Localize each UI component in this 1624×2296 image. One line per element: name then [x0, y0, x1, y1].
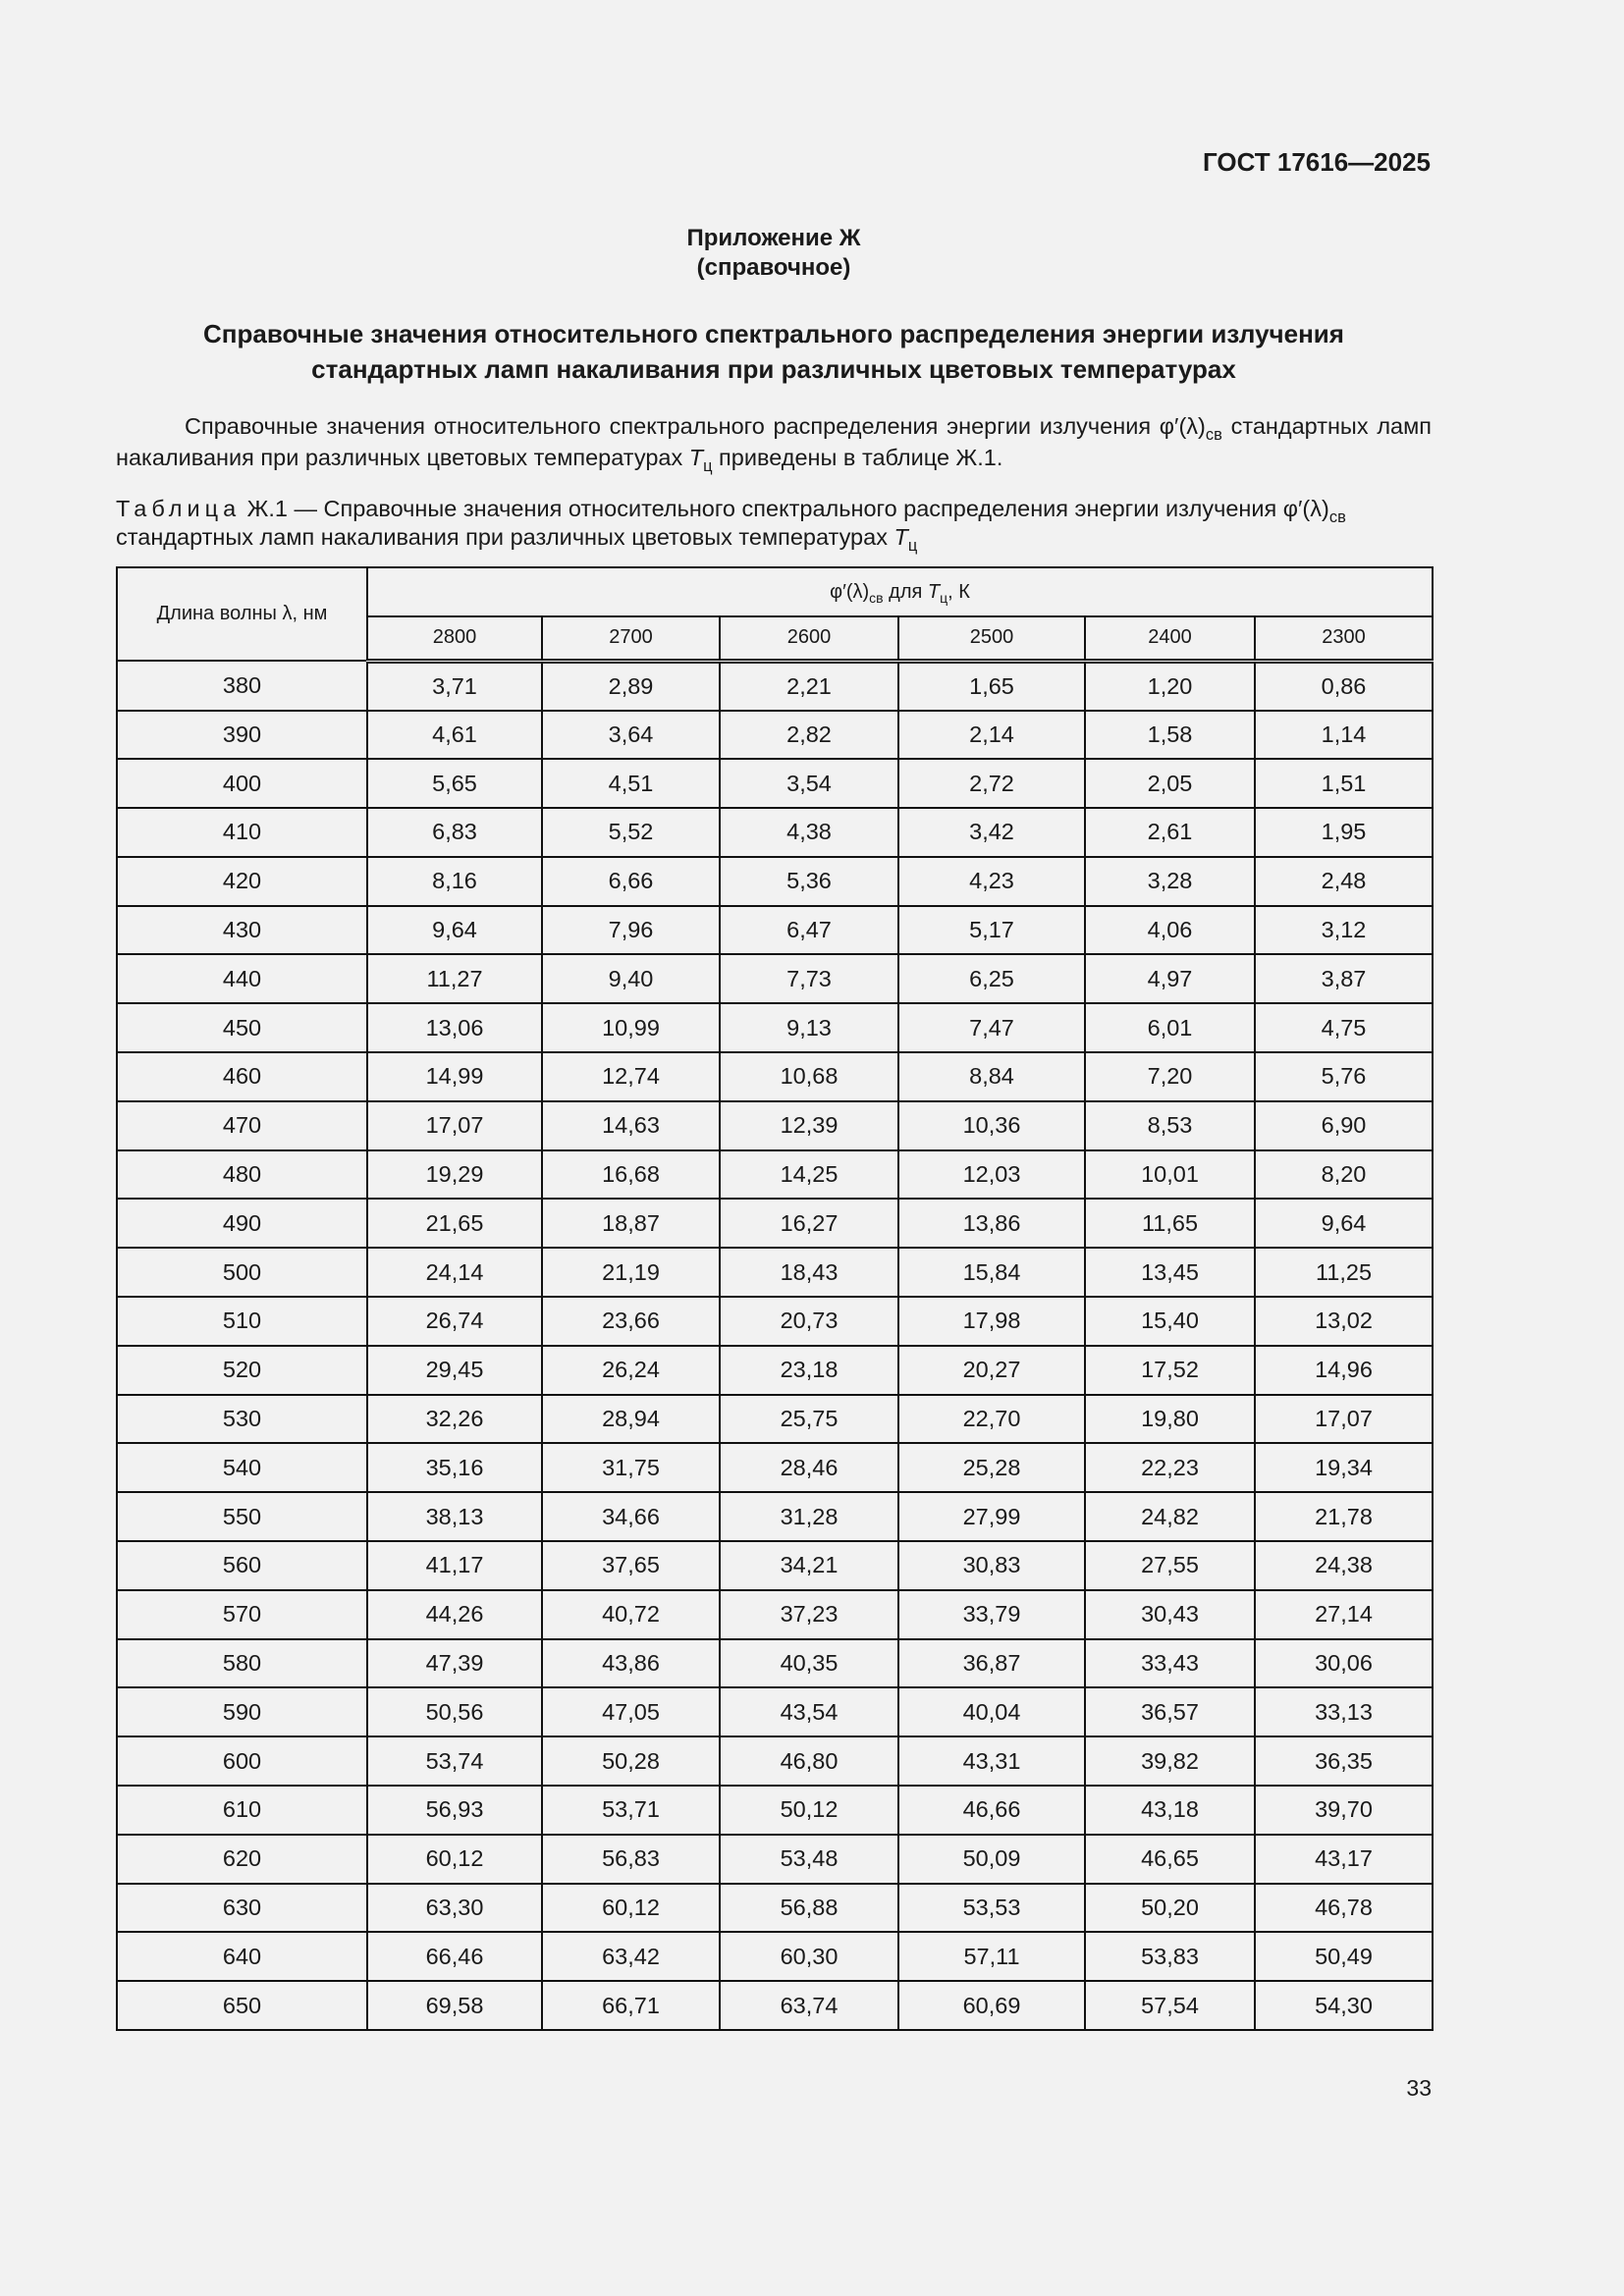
group-header-subscript-1: св	[869, 589, 884, 606]
wavelength-cell: 480	[117, 1150, 367, 1200]
value-cell: 25,28	[898, 1443, 1085, 1492]
wavelength-cell: 650	[117, 1981, 367, 2030]
table-row	[117, 1932, 1433, 1981]
value-cell: 1,20	[1085, 661, 1255, 711]
value-cell: 57,54	[1085, 1981, 1255, 2030]
value-cell: 1,95	[1255, 808, 1433, 857]
wavelength-cell: 490	[117, 1199, 367, 1248]
value-cell: 50,20	[1085, 1884, 1255, 1933]
value-cell: 3,12	[1255, 906, 1433, 955]
value-cell: 13,06	[367, 1003, 542, 1052]
value-cell: 50,12	[720, 1786, 898, 1835]
wavelength-cell: 610	[117, 1786, 367, 1835]
value-cell: 57,11	[898, 1932, 1085, 1981]
wavelength-cell: 640	[117, 1932, 367, 1981]
table-row	[117, 1003, 1433, 1052]
wavelength-header: Длина волны λ, нм	[117, 567, 367, 661]
value-cell: 34,21	[720, 1541, 898, 1590]
value-cell: 14,96	[1255, 1346, 1433, 1395]
value-cell: 1,14	[1255, 711, 1433, 760]
value-cell: 6,01	[1085, 1003, 1255, 1052]
intro-subscript-2: ц	[703, 456, 713, 475]
value-cell: 34,66	[542, 1492, 720, 1541]
wavelength-cell: 620	[117, 1835, 367, 1884]
value-cell: 3,42	[898, 808, 1085, 857]
wavelength-cell: 460	[117, 1052, 367, 1101]
value-cell: 21,19	[542, 1248, 720, 1297]
value-cell: 28,46	[720, 1443, 898, 1492]
value-cell: 23,18	[720, 1346, 898, 1395]
title-line-1: Справочные значения относительного спектрального распределения энергии излучения	[203, 319, 1344, 348]
value-cell: 37,65	[542, 1541, 720, 1590]
value-cell: 10,68	[720, 1052, 898, 1101]
temperature-group-header	[367, 567, 1433, 616]
value-cell: 40,35	[720, 1639, 898, 1688]
wavelength-cell: 540	[117, 1443, 367, 1492]
wavelength-cell: 630	[117, 1884, 367, 1933]
table-caption	[116, 495, 1432, 555]
value-cell: 43,17	[1255, 1835, 1433, 1884]
value-cell: 24,82	[1085, 1492, 1255, 1541]
value-cell: 0,86	[1255, 661, 1433, 711]
wavelength-cell: 430	[117, 906, 367, 955]
temperature-header-2600: 2600	[720, 616, 898, 661]
table-row	[117, 711, 1433, 760]
wavelength-cell: 440	[117, 954, 367, 1003]
table-row	[117, 1346, 1433, 1395]
wavelength-cell: 470	[117, 1101, 367, 1150]
table-row	[117, 1981, 1433, 2030]
value-cell: 9,64	[1255, 1199, 1433, 1248]
wavelength-cell: 390	[117, 711, 367, 760]
table-row	[117, 1639, 1433, 1688]
title-line-2: стандартных ламп накаливания при различных цветовых температурах	[311, 354, 1236, 384]
value-cell: 35,16	[367, 1443, 542, 1492]
value-cell: 43,18	[1085, 1786, 1255, 1835]
value-cell: 17,98	[898, 1297, 1085, 1346]
value-cell: 39,70	[1255, 1786, 1433, 1835]
value-cell: 1,58	[1085, 711, 1255, 760]
table-row	[117, 1297, 1433, 1346]
value-cell: 40,04	[898, 1687, 1085, 1736]
intro-paragraph	[116, 410, 1432, 473]
value-cell: 46,78	[1255, 1884, 1433, 1933]
value-cell: 5,36	[720, 857, 898, 906]
value-cell: 13,86	[898, 1199, 1085, 1248]
appendix-status: (справочное)	[696, 254, 851, 281]
value-cell: 4,75	[1255, 1003, 1433, 1052]
value-cell: 20,73	[720, 1297, 898, 1346]
value-cell: 2,05	[1085, 759, 1255, 808]
value-cell: 2,14	[898, 711, 1085, 760]
value-cell: 60,30	[720, 1932, 898, 1981]
value-cell: 36,87	[898, 1639, 1085, 1688]
value-cell: 22,23	[1085, 1443, 1255, 1492]
value-cell: 4,97	[1085, 954, 1255, 1003]
page-number: 33	[1406, 2075, 1432, 2101]
intro-text-3: приведены в таблице Ж.1.	[712, 445, 1003, 470]
value-cell: 8,53	[1085, 1101, 1255, 1150]
value-cell: 46,65	[1085, 1835, 1255, 1884]
wavelength-cell: 380	[117, 661, 367, 711]
value-cell: 6,47	[720, 906, 898, 955]
table-row	[117, 808, 1433, 857]
value-cell: 47,05	[542, 1687, 720, 1736]
temperature-header-2400: 2400	[1085, 616, 1255, 661]
caption-subscript-1: св	[1328, 507, 1346, 526]
value-cell: 14,99	[367, 1052, 542, 1101]
group-header-variable: T	[927, 580, 941, 603]
value-cell: 26,24	[542, 1346, 720, 1395]
value-cell: 33,13	[1255, 1687, 1433, 1736]
table-row	[117, 857, 1433, 906]
value-cell: 4,51	[542, 759, 720, 808]
table-row	[117, 1541, 1433, 1590]
value-cell: 2,48	[1255, 857, 1433, 906]
value-cell: 27,14	[1255, 1590, 1433, 1639]
group-header-text-2: для	[883, 580, 928, 603]
value-cell: 33,43	[1085, 1639, 1255, 1688]
value-cell: 14,25	[720, 1150, 898, 1200]
value-cell: 9,13	[720, 1003, 898, 1052]
wavelength-cell: 450	[117, 1003, 367, 1052]
value-cell: 12,03	[898, 1150, 1085, 1200]
value-cell: 22,70	[898, 1395, 1085, 1444]
value-cell: 32,26	[367, 1395, 542, 1444]
wavelength-cell: 510	[117, 1297, 367, 1346]
value-cell: 53,83	[1085, 1932, 1255, 1981]
value-cell: 2,72	[898, 759, 1085, 808]
intro-subscript-1: св	[1205, 425, 1222, 444]
value-cell: 43,54	[720, 1687, 898, 1736]
wavelength-cell: 570	[117, 1590, 367, 1639]
value-cell: 15,40	[1085, 1297, 1255, 1346]
value-cell: 26,74	[367, 1297, 542, 1346]
value-cell: 5,76	[1255, 1052, 1433, 1101]
table-row	[117, 1590, 1433, 1639]
value-cell: 2,89	[542, 661, 720, 711]
value-cell: 38,13	[367, 1492, 542, 1541]
value-cell: 11,27	[367, 954, 542, 1003]
spectral-distribution-table	[116, 566, 1434, 2031]
value-cell: 46,66	[898, 1786, 1085, 1835]
value-cell: 3,64	[542, 711, 720, 760]
group-header-text-3: , К	[947, 580, 970, 603]
value-cell: 13,02	[1255, 1297, 1433, 1346]
value-cell: 43,86	[542, 1639, 720, 1688]
value-cell: 30,06	[1255, 1639, 1433, 1688]
value-cell: 56,88	[720, 1884, 898, 1933]
value-cell: 31,75	[542, 1443, 720, 1492]
temperature-header-2500: 2500	[898, 616, 1085, 661]
value-cell: 25,75	[720, 1395, 898, 1444]
value-cell: 1,51	[1255, 759, 1433, 808]
value-cell: 19,29	[367, 1150, 542, 1200]
value-cell: 56,93	[367, 1786, 542, 1835]
value-cell: 7,47	[898, 1003, 1085, 1052]
document-title	[116, 316, 1432, 387]
value-cell: 7,20	[1085, 1052, 1255, 1101]
value-cell: 17,52	[1085, 1346, 1255, 1395]
table-row	[117, 759, 1433, 808]
value-cell: 5,65	[367, 759, 542, 808]
intro-variable: T	[688, 445, 704, 470]
caption-text-2: стандартных ламп накаливания при различных цветовых температурах	[116, 524, 894, 550]
value-cell: 18,43	[720, 1248, 898, 1297]
value-cell: 23,66	[542, 1297, 720, 1346]
wavelength-cell: 590	[117, 1687, 367, 1736]
value-cell: 6,25	[898, 954, 1085, 1003]
value-cell: 6,90	[1255, 1101, 1433, 1150]
wavelength-cell: 520	[117, 1346, 367, 1395]
intro-text-2: стандартных ламп накаливания при различных цветовых температурах	[116, 413, 1432, 470]
value-cell: 2,82	[720, 711, 898, 760]
value-cell: 18,87	[542, 1199, 720, 1248]
value-cell: 4,61	[367, 711, 542, 760]
value-cell: 69,58	[367, 1981, 542, 2030]
value-cell: 13,45	[1085, 1248, 1255, 1297]
value-cell: 2,61	[1085, 808, 1255, 857]
value-cell: 11,25	[1255, 1248, 1433, 1297]
value-cell: 24,14	[367, 1248, 542, 1297]
caption-subscript-2: ц	[907, 536, 918, 555]
value-cell: 15,84	[898, 1248, 1085, 1297]
table-row	[117, 1248, 1433, 1297]
table-row	[117, 1736, 1433, 1786]
value-cell: 9,64	[367, 906, 542, 955]
value-cell: 3,28	[1085, 857, 1255, 906]
value-cell: 11,65	[1085, 1199, 1255, 1248]
value-cell: 53,48	[720, 1835, 898, 1884]
table-row	[117, 1492, 1433, 1541]
value-cell: 50,09	[898, 1835, 1085, 1884]
value-cell: 54,30	[1255, 1981, 1433, 2030]
value-cell: 1,65	[898, 661, 1085, 711]
value-cell: 53,53	[898, 1884, 1085, 1933]
value-cell: 21,78	[1255, 1492, 1433, 1541]
value-cell: 5,17	[898, 906, 1085, 955]
value-cell: 50,56	[367, 1687, 542, 1736]
value-cell: 56,83	[542, 1835, 720, 1884]
value-cell: 24,38	[1255, 1541, 1433, 1590]
wavelength-cell: 550	[117, 1492, 367, 1541]
caption-variable: T	[893, 524, 908, 550]
value-cell: 3,71	[367, 661, 542, 711]
table-row	[117, 1199, 1433, 1248]
group-header-subscript-2: ц	[940, 589, 948, 606]
temperature-header-2700: 2700	[542, 616, 720, 661]
value-cell: 30,43	[1085, 1590, 1255, 1639]
value-cell: 40,72	[542, 1590, 720, 1639]
value-cell: 7,96	[542, 906, 720, 955]
value-cell: 43,31	[898, 1736, 1085, 1786]
value-cell: 12,74	[542, 1052, 720, 1101]
value-cell: 7,73	[720, 954, 898, 1003]
value-cell: 31,28	[720, 1492, 898, 1541]
appendix-name: Приложение Ж	[686, 225, 861, 251]
value-cell: 19,80	[1085, 1395, 1255, 1444]
table-row	[117, 1786, 1433, 1835]
value-cell: 3,54	[720, 759, 898, 808]
value-cell: 36,35	[1255, 1736, 1433, 1786]
group-header-text-1: φ′(λ)	[830, 580, 870, 603]
value-cell: 29,45	[367, 1346, 542, 1395]
standard-number: ГОСТ 17616—2025	[1203, 147, 1431, 177]
value-cell: 36,57	[1085, 1687, 1255, 1736]
value-cell: 6,66	[542, 857, 720, 906]
wavelength-cell: 400	[117, 759, 367, 808]
value-cell: 17,07	[1255, 1395, 1433, 1444]
table-row	[117, 1052, 1433, 1101]
value-cell: 44,26	[367, 1590, 542, 1639]
value-cell: 66,46	[367, 1932, 542, 1981]
wavelength-cell: 560	[117, 1541, 367, 1590]
table-row	[117, 1835, 1433, 1884]
value-cell: 46,80	[720, 1736, 898, 1786]
wavelength-cell: 420	[117, 857, 367, 906]
table-row	[117, 661, 1433, 711]
value-cell: 66,71	[542, 1981, 720, 2030]
table-row	[117, 1687, 1433, 1736]
value-cell: 19,34	[1255, 1443, 1433, 1492]
value-cell: 4,23	[898, 857, 1085, 906]
temperature-header-2800: 2800	[367, 616, 542, 661]
value-cell: 10,99	[542, 1003, 720, 1052]
wavelength-cell: 530	[117, 1395, 367, 1444]
value-cell: 4,06	[1085, 906, 1255, 955]
value-cell: 63,30	[367, 1884, 542, 1933]
value-cell: 60,69	[898, 1981, 1085, 2030]
value-cell: 53,74	[367, 1736, 542, 1786]
table-row	[117, 1101, 1433, 1150]
value-cell: 33,79	[898, 1590, 1085, 1639]
value-cell: 8,20	[1255, 1150, 1433, 1200]
value-cell: 60,12	[542, 1884, 720, 1933]
value-cell: 10,01	[1085, 1150, 1255, 1200]
appendix-heading	[0, 224, 1547, 283]
value-cell: 14,63	[542, 1101, 720, 1150]
value-cell: 10,36	[898, 1101, 1085, 1150]
value-cell: 30,83	[898, 1541, 1085, 1590]
table-row	[117, 1395, 1433, 1444]
value-cell: 16,27	[720, 1199, 898, 1248]
value-cell: 12,39	[720, 1101, 898, 1150]
value-cell: 47,39	[367, 1639, 542, 1688]
value-cell: 28,94	[542, 1395, 720, 1444]
wavelength-cell: 500	[117, 1248, 367, 1297]
value-cell: 50,28	[542, 1736, 720, 1786]
value-cell: 8,84	[898, 1052, 1085, 1101]
value-cell: 27,99	[898, 1492, 1085, 1541]
value-cell: 3,87	[1255, 954, 1433, 1003]
value-cell: 27,55	[1085, 1541, 1255, 1590]
value-cell: 4,38	[720, 808, 898, 857]
table-row	[117, 906, 1433, 955]
table-row	[117, 954, 1433, 1003]
value-cell: 53,71	[542, 1786, 720, 1835]
table-row	[117, 1150, 1433, 1200]
value-cell: 60,12	[367, 1835, 542, 1884]
value-cell: 63,42	[542, 1932, 720, 1981]
value-cell: 16,68	[542, 1150, 720, 1200]
value-cell: 6,83	[367, 808, 542, 857]
wavelength-cell: 580	[117, 1639, 367, 1688]
table-row	[117, 1443, 1433, 1492]
wavelength-cell: 600	[117, 1736, 367, 1786]
caption-text-1: Ж.1 — Справочные значения относительного спектрального распределения энергии излучения φ′(λ)	[241, 496, 1329, 521]
temperature-header-2300: 2300	[1255, 616, 1433, 661]
value-cell: 37,23	[720, 1590, 898, 1639]
value-cell: 41,17	[367, 1541, 542, 1590]
value-cell: 39,82	[1085, 1736, 1255, 1786]
caption-label: Таблица	[116, 496, 242, 521]
intro-text-1: Справочные значения относительного спектрального распределения энергии излучения φ′(λ)	[185, 413, 1206, 439]
value-cell: 17,07	[367, 1101, 542, 1150]
value-cell: 5,52	[542, 808, 720, 857]
value-cell: 63,74	[720, 1981, 898, 2030]
value-cell: 21,65	[367, 1199, 542, 1248]
value-cell: 8,16	[367, 857, 542, 906]
value-cell: 2,21	[720, 661, 898, 711]
value-cell: 20,27	[898, 1346, 1085, 1395]
value-cell: 9,40	[542, 954, 720, 1003]
table-row	[117, 1884, 1433, 1933]
wavelength-cell: 410	[117, 808, 367, 857]
value-cell: 50,49	[1255, 1932, 1433, 1981]
